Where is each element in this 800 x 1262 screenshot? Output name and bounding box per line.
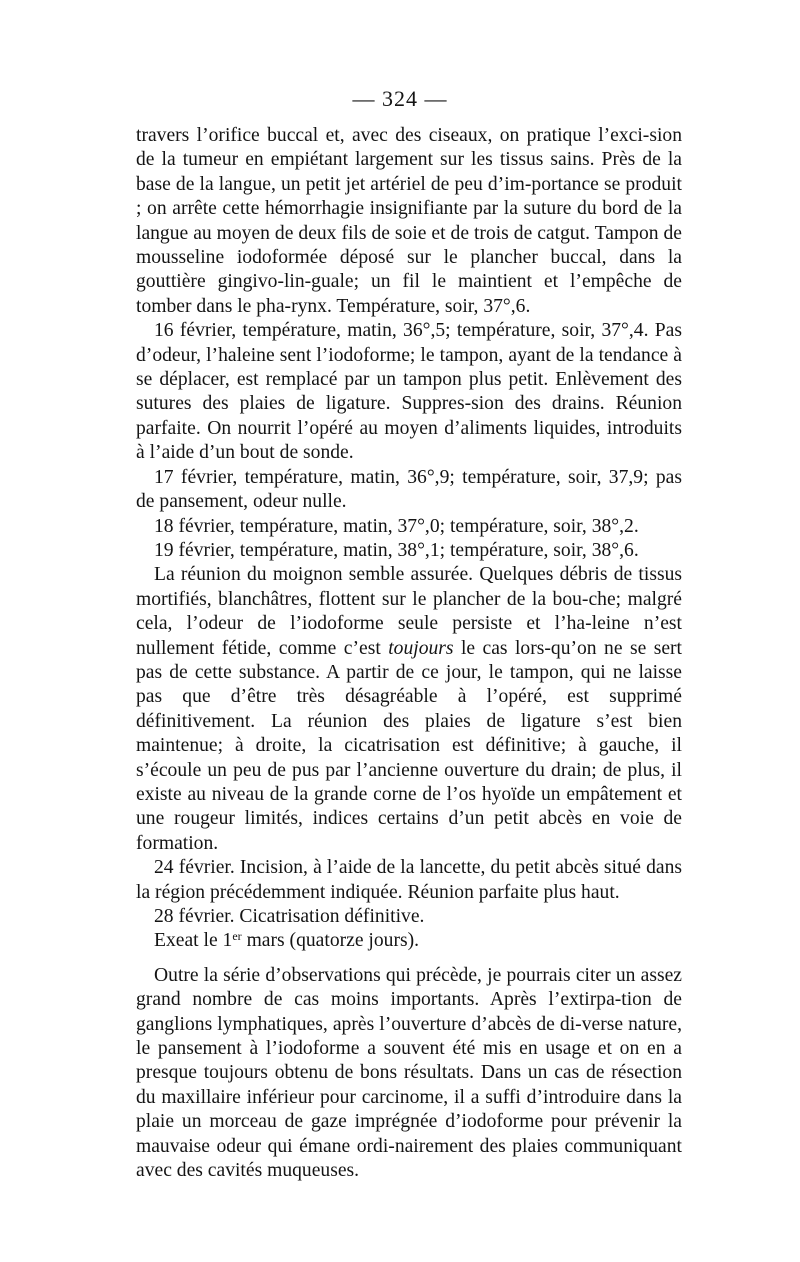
exeat-text-end: mars (quatorze jours). [241,930,420,952]
paragraph-february-16: 16 février, température, matin, 36°,5; température, soir, 37°,4. Pas d’odeur, l’haleine sent l’iodoforme; le tampon, ayant de la tendance à se déplacer, est remplacé par un tampon plus petit. Enlèvement des sutures des plaies de ligature. Suppres-sion des drains. Réunion parfaite. On nourrit l’opéré au moyen d’aliments liquides, introduits à l’aide d’un bout de sonde. [136,320,682,464]
paragraph-february-18: 18 février, température, matin, 37°,0; température, soir, 38°,2. [154,515,639,537]
paragraph-reunion-text-start: La réunion du moignon semble assurée. Quelques débris de tissus mortifiés, blanchâtres, flottent sur le plancher de la bou-che; malgré cela, l’odeur de l’iodoforme seule persiste et l’ha-leine n’est nullement fétide, comme c’est [136,564,682,659]
exeat-text-start: Exeat le 1 [154,930,233,952]
paragraph-exeat [136,929,682,953]
paragraph-february-24: 24 février. Incision, à l’aide de la lancette, du petit abcès situé dans la région précédemment indiquée. Réunion parfaite plus haut. [136,857,682,903]
body-text [136,124,682,1183]
paragraph-reunion-text-end: le cas lors-qu’on ne se sert pas de cette substance. A partir de ce jour, le tampon, qui ne laisse pas que d’être très désagréable à l’opéré, est supprimé définitivement. La réunion des plaies de ligature s’est bien maintenue; à droite, la cicatrisation est définitive; à gauche, il s’écoule un peu de pus par l’ancienne ouverture du drain; de plus, il existe au niveau de la grande corne de l’os hyoïde un empâtement et une rougeur limités, indices certains d’un petit abcès en voie de formation. [136,637,682,854]
superscript-er: er [232,929,242,944]
paragraph-reunion-moignon [136,563,682,856]
page-number: — 324 — [352,86,448,111]
paragraph-february-28: 28 février. Cicatrisation définitive. [154,906,425,927]
paragraph-february-17: 17 février, température, matin, 36°,9; température, soir, 37,9; pas de pansement, odeur nulle. [136,466,682,513]
emphasis-toujours: toujours [388,637,454,659]
paragraph-february-19: 19 février, température, matin, 38°,1; température, soir, 38°,6. [154,539,639,561]
paragraph-conclusion: Outre la série d’observations qui précède, je pourrais citer un assez grand nombre de cas moins importants. Après l’extirpa-tion de ganglions lymphatiques, après l’ouverture d’abcès de di-verse nature, le pansement à l’iodoforme a souvent été mis en usage et on en a presque toujours obtenu de bons résultats. Dans un cas de résection du maxillaire inférieur pour carcinome, il a suffi d’introduire dans la plaie un morceau de gaze imprégnée d’iodoforme pour prévenir la mauvaise odeur qui émane ordi-nairement des plaies communiquant avec des cavités muqueuses. [136,964,682,1182]
paragraph-operation-account: travers l’orifice buccal et, avec des ciseaux, on pratique l’exci-sion de la tumeur en empiétant largement sur les tissus sains. Près de la base de la langue, un petit jet artériel de peu d’im-portance se produit ; on arrête cette hémorrhagie insignifiante par la suture du bord de la langue au moyen de deux fils de soie et de trois de catgut. Tampon de mousseline iodoformée déposé sur le plancher buccal, dans la gouttière gingivo-lin-guale; un fil le maintient et l’empêche de tomber dans le pha-rynx. Température, soir, 37°,6. [136,125,682,317]
